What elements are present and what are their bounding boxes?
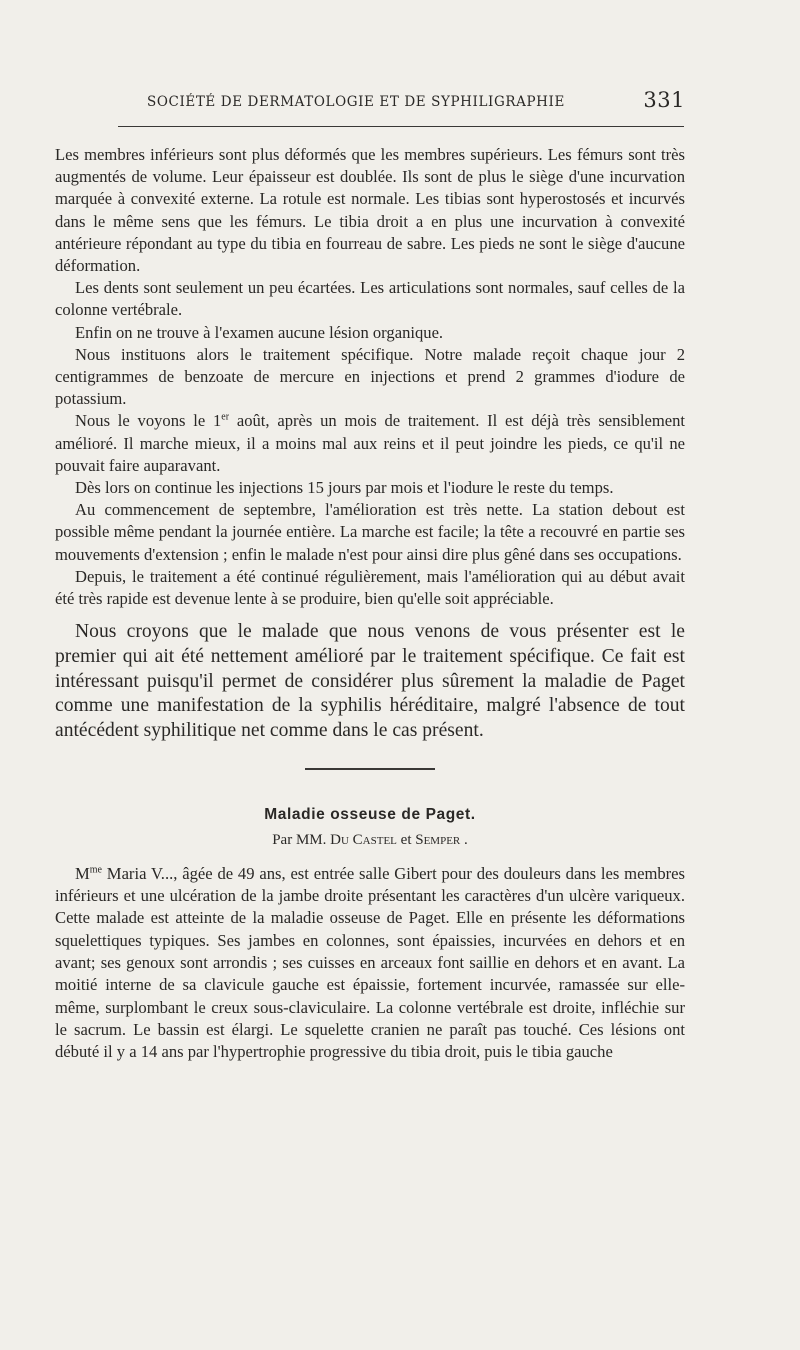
running-title: SOCIÉTÉ DE DERMATOLOGIE ET DE SYPHILIGRAPHIE xyxy=(147,94,565,110)
paragraph: Au commencement de septembre, l'amélioration est très nette. La station debout est possible même pendant la journée entière. La marche est facile; la tête a recouvré en partie ses mouvements d'extension ; enfin le malade n'est pour ainsi dire plus gêné dans ses occupations. xyxy=(55,500,685,564)
conclusion-section xyxy=(55,620,685,744)
case-report-section xyxy=(55,144,685,610)
page-body xyxy=(55,144,685,1063)
superscript: er xyxy=(221,411,230,423)
byline-prefix: Par MM. xyxy=(272,831,327,848)
header-rule xyxy=(118,126,684,127)
paragraph: Les membres inférieurs sont plus déformés que les membres supérieurs. Les fémurs sont très augmentés de volume. Leur épaisseur est doublée. Ils sont de plus le siège d'une incurvation marquée à convexité externe. La rotule est normale. Les tibias sont hyperostosés et incurvés dans le même sens que les fémurs. Le tibia droit a en plus une incurvation à convexité antérieure répondant au type du tibia en fourreau de sabre. Les pieds ne sont le siège d'aucune déformation. xyxy=(55,145,685,276)
text-run: août, après un mois de traitement. Il est déjà très sensiblement amélioré. Il marche mieux, il a moins mal aux reins et il peut joindre les pieds, ce qu'il ne pouvait faire auparavant. xyxy=(55,411,685,475)
byline-suffix: . xyxy=(464,831,468,848)
text-run: Nous le voyons le 1 xyxy=(75,411,222,431)
paragraph: Les dents sont seulement un peu écartées. Les articulations sont normales, sauf celles de la colonne vertébrale. xyxy=(55,278,685,320)
paragraph: Nous instituons alors le traitement spécifique. Notre malade reçoit chaque jour 2 centigrammes de benzoate de mercure en injections et prend 2 grammes d'iodure de potassium. xyxy=(55,344,685,409)
paragraph: Depuis, le traitement a été continué régulièrement, mais l'amélioration qui au début avait été très rapide est devenue lente à se produire, bien qu'elle soit appréciable. xyxy=(55,566,685,609)
page-number: 331 xyxy=(643,88,685,112)
paragraph xyxy=(55,863,685,1064)
paragraph xyxy=(55,410,685,477)
page-header xyxy=(55,88,685,116)
article-body xyxy=(55,863,685,1064)
paragraph: Dès lors on continue les injections 15 jours par mois et l'iodure le reste du temps. xyxy=(75,478,614,498)
section-divider xyxy=(305,768,435,770)
superscript: me xyxy=(89,864,102,876)
text-run: Maria V..., âgée de 49 ans, est entrée salle Gibert pour des douleurs dans les membres inférieurs et une ulcération de la jambe droite présentant les caractères d'un ulcère variqueux. Cette malade est atteinte de la maladie osseuse de Paget. Elle en présente les déformations squelettiques typiques. Ses jambes en colonnes, sont épaissies, incurvées en dehors et en avant; ses genoux sont arrondis ; ses cuisses en arceaux font saillie en dehors et en avant. La moitié interne de sa clavicule gauche est épaissie, fortement incurvée, ramassée sur elle-même, surplombant le creux sous-claviculaire. La colonne vertébrale est droite, infléchie sur le sacrum. Le bassin est élargi. Le squelette cranien ne paraît pas touché. Ces lésions ont débuté il y a 14 ans par l'hypertrophie progressive du tibia droit, puis le tibia gauche xyxy=(55,863,685,1062)
byline-and: et xyxy=(400,831,412,848)
byline xyxy=(55,832,685,849)
conclusion-paragraph: Nous croyons que le malade que nous venons de vous présenter est le premier qui ait été nettement amélioré par le traitement spécifique. Ce fait est intéressant puisqu'il permet de considérer plus sûrement la maladie de Paget comme une manifestation de la syphilis héréditaire, malgré l'absence de tout antécédent syphilitique net comme dans le cas présent. xyxy=(55,621,685,742)
author-name: Semper xyxy=(415,831,461,848)
text-run: M xyxy=(75,863,90,883)
author-name: Du Castel xyxy=(330,831,397,848)
paragraph: Enfin on ne trouve à l'examen aucune lésion organique. xyxy=(75,322,444,342)
article-title: Maladie osseuse de Paget. xyxy=(264,805,476,823)
